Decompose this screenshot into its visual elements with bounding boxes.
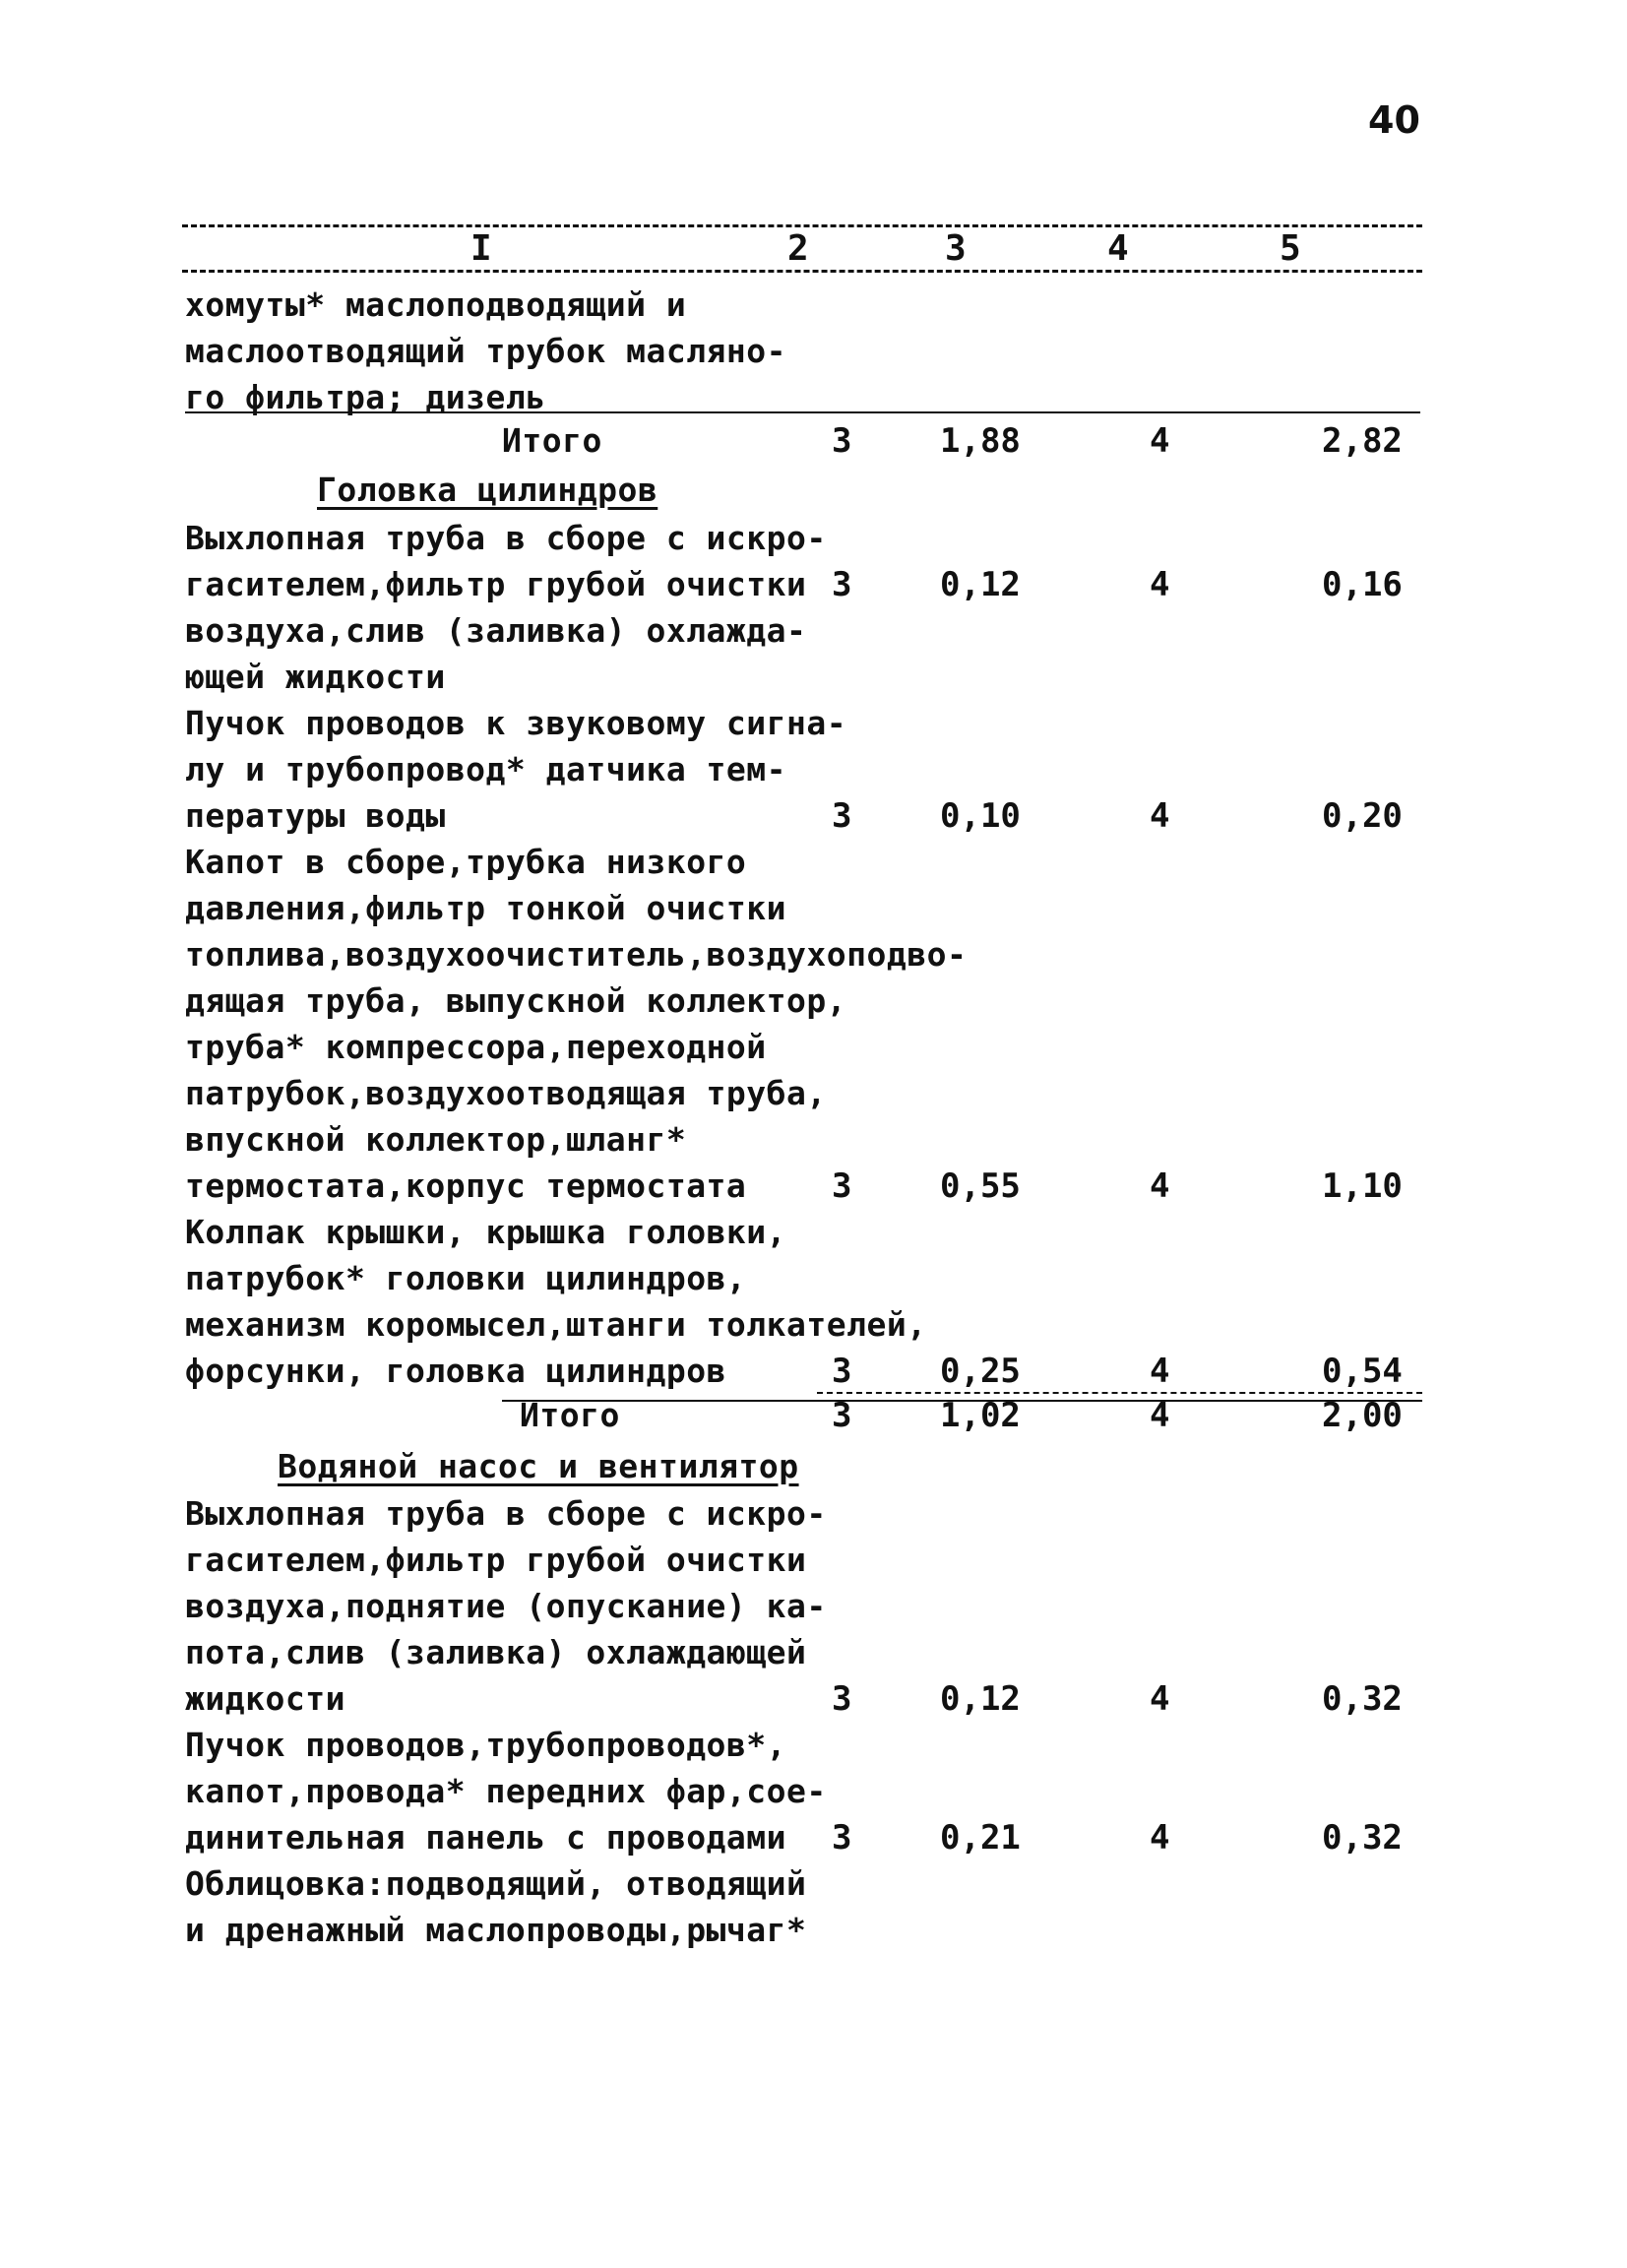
divider xyxy=(185,411,1420,413)
page-number: 40 xyxy=(1368,98,1420,142)
row-line: давления,фильтр тонкой очистки xyxy=(185,889,787,927)
row-col3: 0,12 xyxy=(940,565,1021,604)
intro-line: хомуты* маслоподводящий и xyxy=(185,285,687,324)
row-line: топлива,воздухоочиститель,воздухоподво- xyxy=(185,935,968,974)
row-col5: 0,16 xyxy=(1322,565,1403,604)
row-col3: 0,10 xyxy=(940,796,1021,836)
row-line: впускной коллектор,шланг* xyxy=(185,1120,687,1159)
row-col3: 0,25 xyxy=(940,1352,1021,1391)
divider xyxy=(502,1400,1422,1402)
row-col4: 4 xyxy=(1150,1352,1170,1391)
row-col4: 4 xyxy=(1150,1679,1170,1719)
row-line: ющей жидкости xyxy=(185,658,446,696)
row-line: Пучок проводов к звуковому сигна- xyxy=(185,704,847,742)
intro-line: го фильтра; дизель xyxy=(185,378,546,416)
row-col2: 3 xyxy=(832,1679,852,1719)
section-title: Водяной насос и вентилятор xyxy=(278,1447,799,1485)
intro-line: маслоотводящий трубок масляно- xyxy=(185,332,787,370)
row-col5: 1,10 xyxy=(1322,1166,1403,1206)
total-label: Итого xyxy=(502,421,602,460)
row-line: воздуха,поднятие (опускание) ка- xyxy=(185,1587,827,1625)
row-line: Выхлопная труба в сборе с искро- xyxy=(185,519,827,557)
row-line: форсунки, головка цилиндров xyxy=(185,1352,726,1390)
row-line: пота,слив (заливка) охлаждающей xyxy=(185,1633,807,1671)
row-col2: 3 xyxy=(832,1352,852,1391)
column-header-5: 5 xyxy=(1280,228,1301,269)
row-line: Выхлопная труба в сборе с искро- xyxy=(185,1494,827,1533)
row-col5: 0,32 xyxy=(1322,1679,1403,1719)
header-dash-bottom xyxy=(182,270,1422,273)
row-line: Колпак крышки, крышка головки, xyxy=(185,1213,787,1251)
row-line: лу и трубопровод* датчика тем- xyxy=(185,750,787,788)
column-header-1: I xyxy=(470,228,492,269)
row-line: Облицовка:подводящий, отводящий xyxy=(185,1864,807,1903)
total-1-col4: 4 xyxy=(1150,421,1170,461)
row-col5: 0,54 xyxy=(1322,1352,1403,1391)
row-line: пературы воды xyxy=(185,796,446,835)
row-col5: 0,20 xyxy=(1322,796,1403,836)
total-2-col4: 4 xyxy=(1150,1396,1170,1435)
column-header-4: 4 xyxy=(1107,228,1129,269)
divider xyxy=(817,1392,1422,1394)
row-col2: 3 xyxy=(832,1166,852,1206)
row-col2: 3 xyxy=(832,565,852,604)
row-col3: 0,55 xyxy=(940,1166,1021,1206)
total-1-col5: 2,82 xyxy=(1322,421,1403,461)
row-line: и дренажный маслопроводы,рычаг* xyxy=(185,1911,807,1949)
row-line: Капот в сборе,трубка низкого xyxy=(185,843,747,881)
row-line: механизм коромысел,штанги толкателей, xyxy=(185,1305,927,1344)
row-line: гасителем,фильтр грубой очистки xyxy=(185,565,807,603)
total-2-col2: 3 xyxy=(832,1396,852,1435)
row-col4: 4 xyxy=(1150,1166,1170,1206)
row-col4: 4 xyxy=(1150,1818,1170,1858)
total-2-col3: 1,02 xyxy=(940,1396,1021,1435)
column-header-2: 2 xyxy=(787,228,809,269)
row-line: труба* компрессора,переходной xyxy=(185,1028,767,1066)
row-line: Пучок проводов,трубопроводов*, xyxy=(185,1726,787,1764)
row-line: воздуха,слив (заливка) охлажда- xyxy=(185,611,807,650)
header-dash-top xyxy=(182,224,1422,227)
section-title: Головка цилиндров xyxy=(317,471,658,509)
row-col5: 0,32 xyxy=(1322,1818,1403,1858)
row-col4: 4 xyxy=(1150,565,1170,604)
row-line: гасителем,фильтр грубой очистки xyxy=(185,1541,807,1579)
row-line: капот,провода* передних фар,сое- xyxy=(185,1772,827,1810)
row-col2: 3 xyxy=(832,1818,852,1858)
total-label: Итого xyxy=(520,1396,620,1434)
row-line: патрубок* головки цилиндров, xyxy=(185,1259,747,1297)
row-col3: 0,21 xyxy=(940,1818,1021,1858)
row-col2: 3 xyxy=(832,796,852,836)
total-1-col2: 3 xyxy=(832,421,852,461)
row-line: жидкости xyxy=(185,1679,345,1718)
row-line: термостата,корпус термостата xyxy=(185,1166,747,1205)
column-header-3: 3 xyxy=(945,228,967,269)
total-1-col3: 1,88 xyxy=(940,421,1021,461)
row-line: дящая труба, выпускной коллектор, xyxy=(185,981,847,1020)
total-2-col5: 2,00 xyxy=(1322,1396,1403,1435)
row-line: патрубок,воздухоотводящая труба, xyxy=(185,1074,827,1112)
row-col4: 4 xyxy=(1150,796,1170,836)
row-line: динительная панель с проводами xyxy=(185,1818,787,1857)
row-col3: 0,12 xyxy=(940,1679,1021,1719)
